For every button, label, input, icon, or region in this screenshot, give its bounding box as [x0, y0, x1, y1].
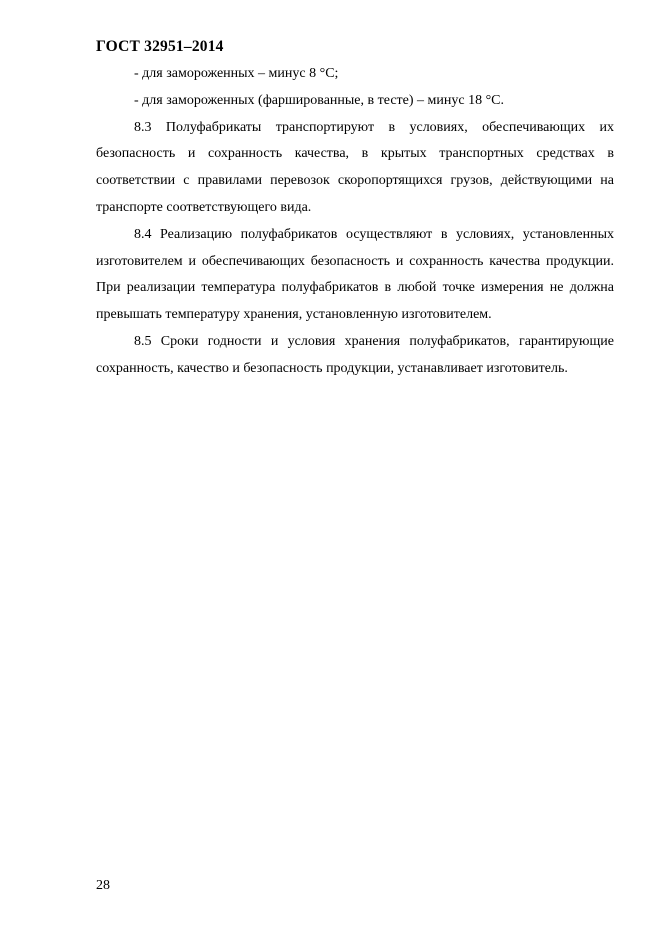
- document-header: ГОСТ 32951–2014: [96, 38, 224, 55]
- document-body: [96, 61, 614, 383]
- paragraph-8-4: 8.4 Реализацию полуфабрикатов осуществляют в условиях, установленных изготовителем и обеспечивающих безопасность и сохранность качества продукции. При реализации температура полуфабрикатов в любой точке измерения не должна превышать температуру хранения, установленную изготовителем.: [96, 226, 614, 323]
- page-number: 28: [96, 878, 110, 893]
- list-item-frozen: - для замороженных – минус 8 °С;: [134, 66, 339, 81]
- paragraph-8-3: 8.3 Полуфабрикаты транспортируют в условиях, обеспечивающих их безопасность и сохранность качества, в крытых транспортных средствах в соответствии с правилами перевозок скоропортящихся грузов, действующими на транспорте соответствующего вида.: [96, 119, 614, 215]
- paragraph-8-5: 8.5 Сроки годности и условия хранения полуфабрикатов, гарантирующие сохранность, качество и безопасность продукции, устанавливает изготовитель.: [96, 333, 614, 376]
- list-item-frozen-stuffed: - для замороженных (фаршированные, в тесте) – минус 18 °С.: [134, 92, 505, 108]
